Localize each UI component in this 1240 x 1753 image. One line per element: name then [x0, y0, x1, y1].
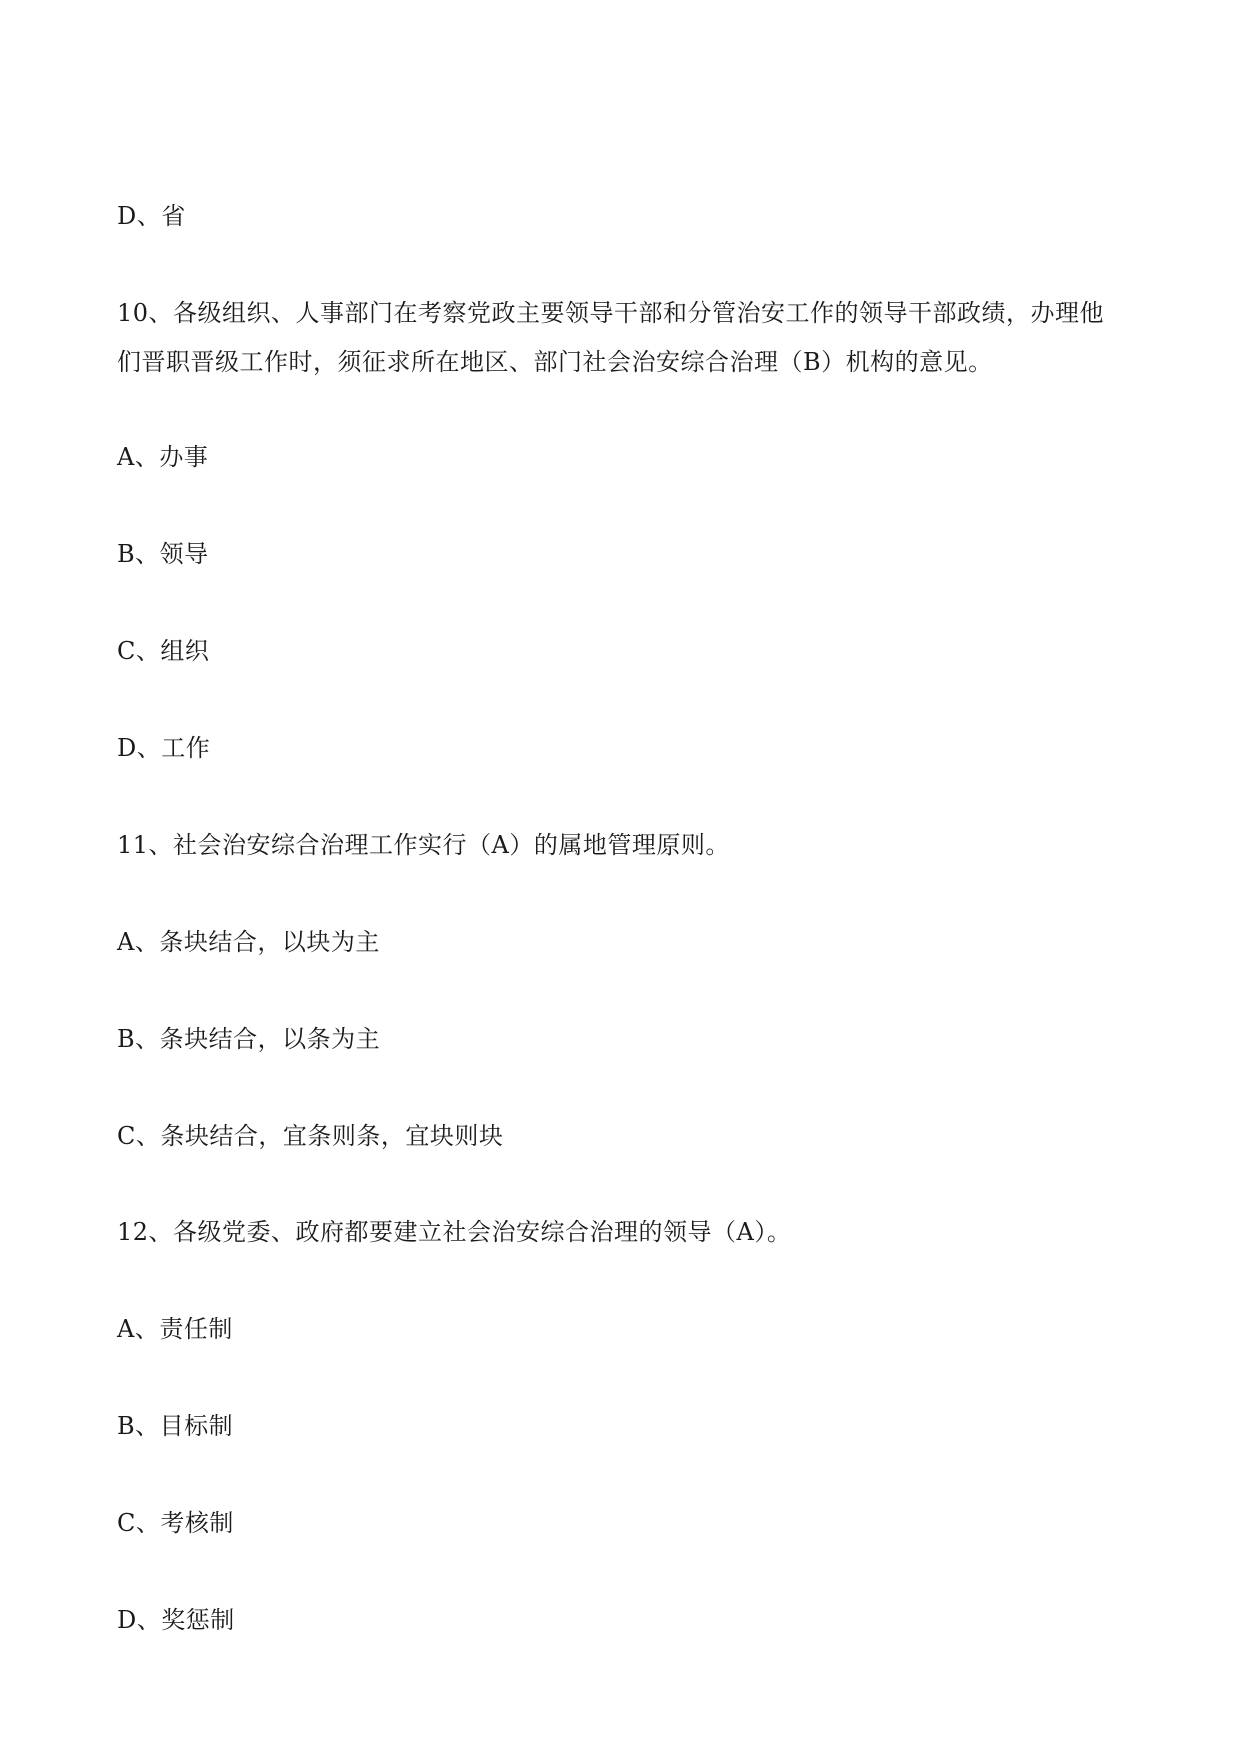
q12-option-b: B、目标制	[117, 1412, 234, 1440]
q11-question: 11、社会治安综合治理工作实行（A）的属地管理原则。	[117, 831, 730, 859]
q12-question: 12、各级党委、政府都要建立社会治安综合治理的领导（A）。	[117, 1218, 792, 1246]
q10-option-c: C、组织	[117, 637, 210, 665]
q10-option-a: A、办事	[117, 443, 209, 471]
q11-option-a: A、条块结合，以块为主	[117, 928, 380, 956]
q12-option-a: A、责任制	[117, 1315, 233, 1343]
q10-question-line-1: 10、各级组织、人事部门在考察党政主要领导干部和分管治安工作的领导干部政绩，办理他	[117, 299, 1105, 327]
q10-option-b: B、领导	[117, 540, 209, 568]
q12-option-d: D、奖惩制	[117, 1606, 235, 1634]
q10-option-d: D、工作	[117, 734, 211, 762]
q10-question-line-2: 们晋职晋级工作时，须征求所在地区、部门社会治安综合治理（B）机构的意见。	[117, 348, 993, 376]
q11-option-c: C、条块结合，宜条则条，宜块则块	[117, 1122, 504, 1150]
q12-option-c: C、考核制	[117, 1509, 234, 1537]
q9-option-d: D、省	[117, 202, 186, 230]
q11-option-b: B、条块结合，以条为主	[117, 1025, 381, 1053]
